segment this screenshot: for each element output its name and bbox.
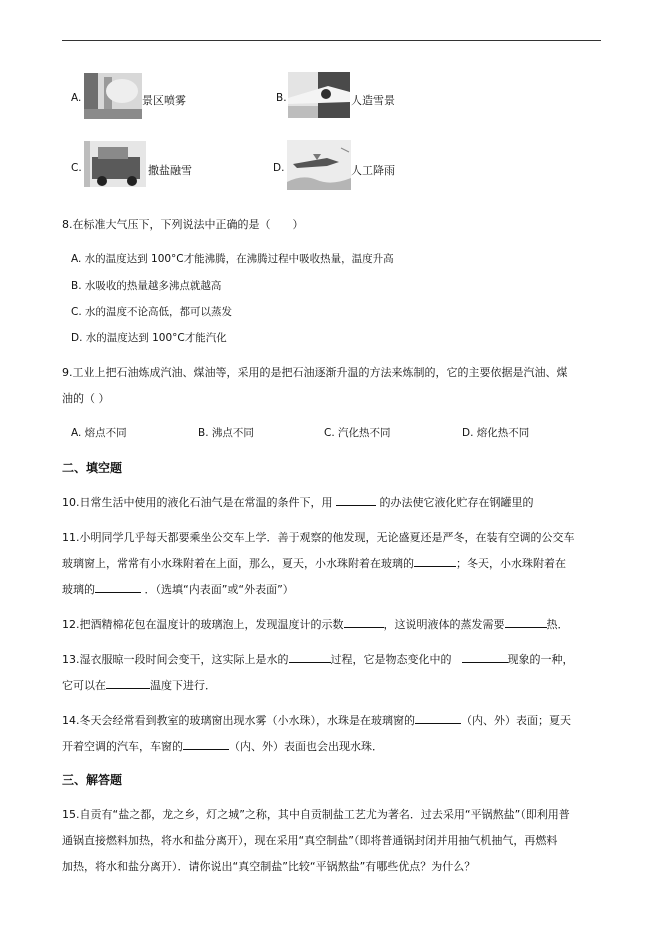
- q10-line: [62, 494, 534, 510]
- q13-blank-1: [289, 651, 331, 663]
- artificial-rain-image: [287, 140, 351, 190]
- q13-text-3: 现象的一种，: [507, 653, 574, 666]
- q14-text-1: 14.冬天会经常看到教室的玻璃窗出现水雾（小水珠），水珠是在玻璃窗的: [62, 714, 415, 727]
- q11-text-2: ；冬天，小水珠附着在: [456, 557, 566, 570]
- q11-line2: [62, 555, 566, 571]
- q9-option-b: B. 沸点不同: [198, 427, 254, 439]
- q9-option-a: A. 熔点不同: [71, 427, 127, 439]
- q10-text-2: 的办法使它液化贮存在钢罐里的: [376, 496, 534, 509]
- q14-text-3: 开着空调的汽车，车窗的: [62, 740, 183, 753]
- q12-text-2: ，这说明液体的蒸发需要: [383, 618, 505, 631]
- q14-blank-1: [415, 712, 461, 724]
- q8-option-d: D. 水的温度达到 100°C才能汽化: [71, 332, 227, 344]
- q14-blank-2: [183, 738, 229, 750]
- option-c-text: 撒盐融雪: [148, 164, 192, 177]
- q14-line2: [62, 738, 383, 754]
- option-d-text: 人工降雨: [351, 164, 395, 177]
- q8-option-c: C. 水的温度不论高低，都可以蒸发: [71, 306, 233, 318]
- q13-line1: [62, 651, 574, 667]
- q15-line2: 通锅直接燃料加热，将水和盐分离开），现在采用“真空制盐”（即将普通锅封闭并用抽气机抽气，再燃料: [62, 834, 558, 847]
- section-answer-title: 三、解答题: [62, 773, 123, 787]
- q12-blank-1: [344, 616, 384, 628]
- q9-option-d: D. 熔化热不同: [462, 427, 530, 439]
- q11-blank-2: [95, 581, 141, 593]
- q13-blank-3: [106, 677, 150, 689]
- q9-stem-line2: 油的（ ）: [62, 392, 110, 405]
- q13-text-2: 过程，它是物态变化中的: [330, 653, 452, 666]
- q10-text-1: 10.日常生活中使用的液化石油气是在常温的条件下，用: [62, 496, 336, 509]
- option-b-text: 人造雪景: [351, 94, 395, 107]
- scenic-spray-image: [84, 73, 142, 119]
- q11-text-1: 玻璃窗上，常常有小水珠附着在上面，那么，夏天，小水珠附着在玻璃的: [62, 557, 414, 570]
- option-a-letter: A.: [71, 92, 82, 104]
- q9-option-c: C. 汽化热不同: [324, 427, 391, 439]
- header-rule: [62, 40, 601, 41]
- option-c-letter: C.: [71, 162, 82, 174]
- q15-line3: 加热，将水和盐分离开）．请你说出“真空制盐”比较“平锅熬盐”有哪些优点？为什么？: [62, 860, 476, 873]
- q8-option-b: B. 水吸收的热量越多沸点就越高: [71, 280, 222, 292]
- q10-blank: [336, 494, 376, 506]
- q11-text-3: 玻璃的: [62, 583, 95, 596]
- artificial-snow-image: [288, 72, 350, 118]
- q13-blank-2: [462, 651, 508, 663]
- q12-text-1: 12.把酒精棉花包在温度计的玻璃泡上，发现温度计的示数: [62, 618, 344, 631]
- q9-stem-line1: 9.工业上把石油炼成汽油、煤油等，采用的是把石油逐渐升温的方法来炼制的，它的主要依据是汽油、煤: [62, 366, 568, 379]
- option-a-text: 景区喷雾: [142, 94, 186, 107]
- q8-stem: 8.在标准大气压下，下列说法中正确的是（ ）: [62, 218, 304, 231]
- q14-text-2: （内、外）表面；夏天: [461, 714, 571, 727]
- q12-blank-2: [505, 616, 547, 628]
- salt-melting-snow-image: [84, 141, 146, 187]
- q15-line1: 15.自贡有“盐之都，龙之乡，灯之城”之称，其中自贡制盐工艺尤为著名．过去采用“平锅熬盐”（即利用普: [62, 808, 570, 821]
- q11-line3: [62, 581, 294, 597]
- q12-line: [62, 616, 569, 632]
- q11-text-4: ．（选填“内表面”或“外表面”）: [141, 583, 294, 596]
- q14-text-4: （内、外）表面也会出现水珠．: [229, 740, 383, 753]
- q13-text-1: 13.湿衣服晾一段时间会变干，这实际上是水的: [62, 653, 289, 666]
- option-b-letter: B.: [276, 92, 287, 104]
- q8-option-a: A. 水的温度达到 100°C才能沸腾，在沸腾过程中吸收热量，温度升高: [71, 253, 394, 265]
- option-d-letter: D.: [273, 162, 285, 174]
- section-fill-in-title: 二、填空题: [62, 461, 123, 475]
- q11-blank-1: [414, 555, 456, 567]
- q12-text-3: 热．: [546, 618, 569, 631]
- q13-text-4: 它可以在: [62, 679, 106, 692]
- q11-line1: 11.小明同学几乎每天都要乘坐公交车上学．善于观察的他发现，无论盛夏还是严冬，在装有空调的公交车: [62, 531, 575, 544]
- q14-line1: [62, 712, 571, 728]
- q13-text-5: 温度下进行．: [150, 679, 216, 692]
- q13-line2: [62, 677, 216, 693]
